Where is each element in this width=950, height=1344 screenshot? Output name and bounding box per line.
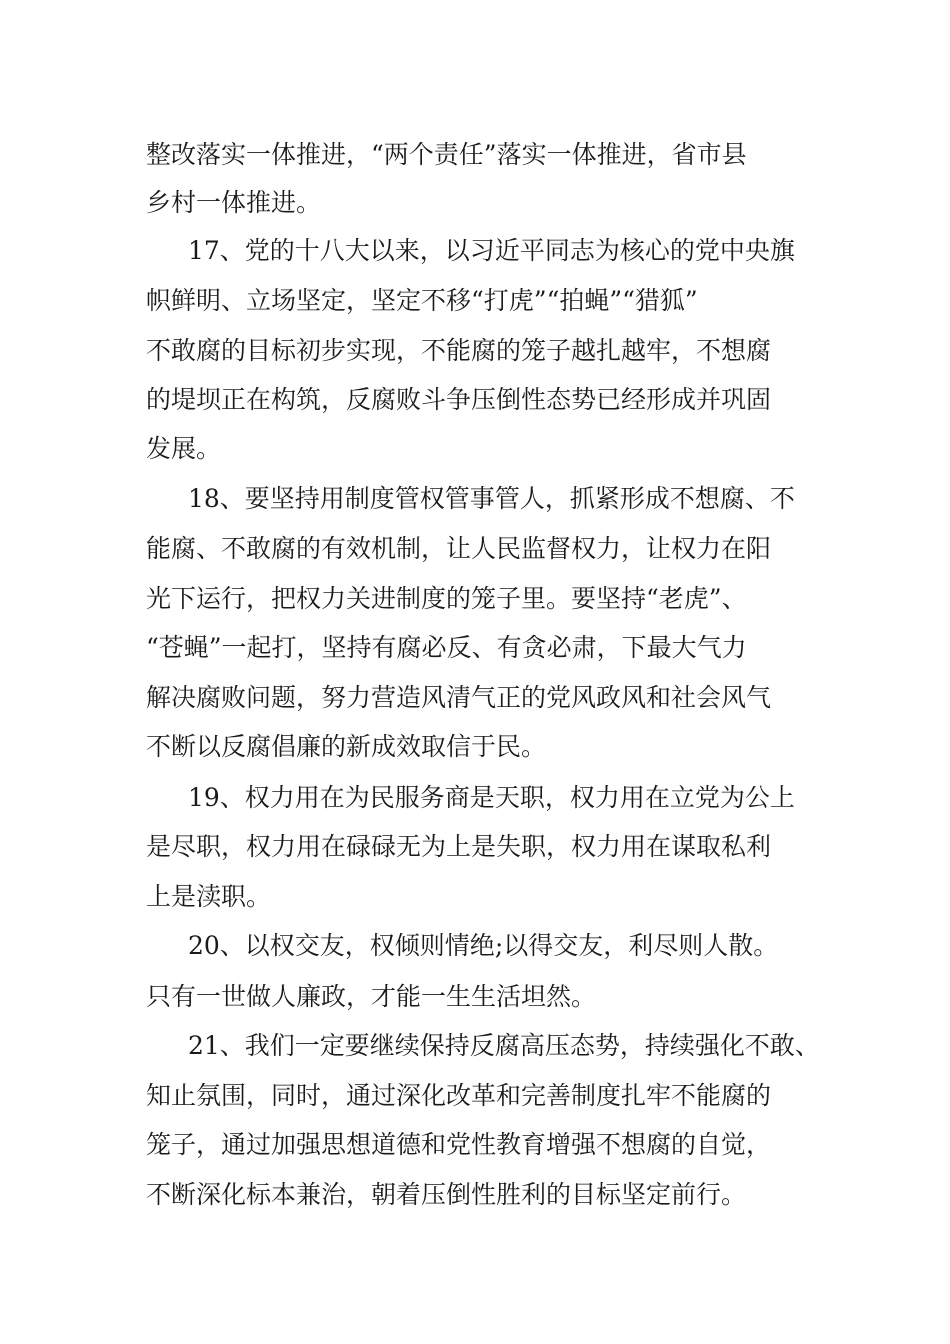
text-line: 不断以反腐倡廉的新成效取信于民。 — [146, 732, 547, 761]
paragraph-21-start: 21、我们一定要继续保持反腐高压态势，持续强化不敢、 — [188, 1031, 820, 1060]
text-line: 只有一世做人廉政，才能一生生活坦然。 — [146, 982, 597, 1011]
text-line: 的堤坝正在构筑，反腐败斗争压倒性态势已经形成并巩固 — [146, 385, 772, 414]
paragraph-17-start: 17、党的十八大以来，以习近平同志为核心的党中央旗 — [188, 236, 795, 265]
text-line: 上是渎职。 — [146, 882, 272, 911]
text-line: 解决腐败问题，努力营造风清气正的党风政风和社会风气 — [146, 683, 772, 712]
text-line: 笼子，通过加强思想道德和党性教育增强不想腐的自觉， — [146, 1130, 772, 1159]
text-line: 能腐、不敢腐的有效机制，让人民监督权力，让权力在阳 — [146, 534, 772, 563]
text-line: 不断深化标本兼治，朝着压倒性胜利的目标坚定前行。 — [146, 1180, 747, 1209]
text-line: 帜鲜明、立场坚定，坚定不移“打虎”“拍蝇”“猎狐” — [146, 286, 698, 315]
text-line: 发展。 — [146, 434, 222, 463]
paragraph-20-start: 20、以权交友，权倾则情绝;以得交友，利尽则人散。 — [188, 931, 779, 960]
text-line: 知止氛围，同时，通过深化改革和完善制度扎牢不能腐的 — [146, 1081, 772, 1110]
paragraph-19-start: 19、权力用在为民服务商是天职，权力用在立党为公上 — [188, 783, 795, 812]
text-line: 是尽职，权力用在碌碌无为上是失职，权力用在谋取私利 — [146, 832, 772, 861]
text-line: 不敢腐的目标初步实现，不能腐的笼子越扎越牢，不想腐 — [146, 336, 772, 365]
text-line: “苍蝇”一起打，坚持有腐必反、有贪必肃，下最大气力 — [146, 633, 747, 662]
text-line: 整改落实一体推进，“两个责任”落实一体推进，省市县 — [146, 140, 747, 169]
text-line: 光下运行，把权力关进制度的笼子里。要坚持“老虎”、 — [146, 584, 747, 613]
text-line: 乡村一体推进。 — [146, 188, 322, 217]
paragraph-18-start: 18、要坚持用制度管权管事管人，抓紧形成不想腐、不 — [188, 484, 795, 513]
